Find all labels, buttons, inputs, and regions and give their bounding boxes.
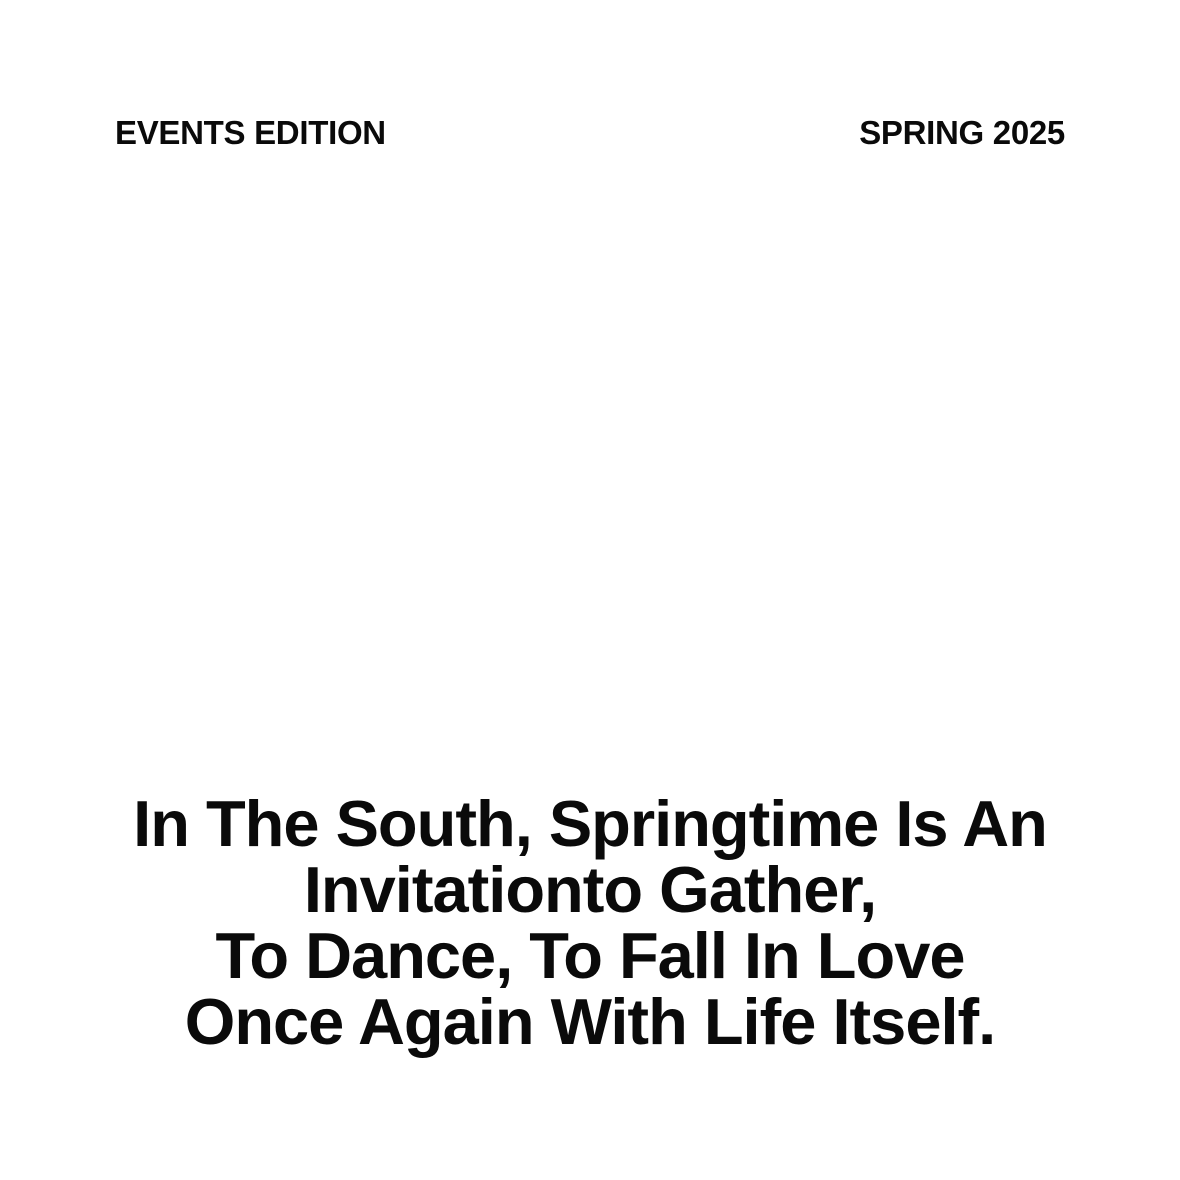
main-headline [0,787,1180,1058]
headline-line-2: Invitationto Gather, [303,853,877,926]
headline-line-3: To Dance, To Fall In Love [215,919,965,992]
headline-line-1: In The South, Springtime Is An [133,787,1047,860]
season-label: SPRING 2025 [859,114,1065,151]
edition-label: EVENTS EDITION [115,114,386,151]
page-header [115,116,1065,149]
headline-line-4: Once Again With Life Itself. [184,985,996,1058]
